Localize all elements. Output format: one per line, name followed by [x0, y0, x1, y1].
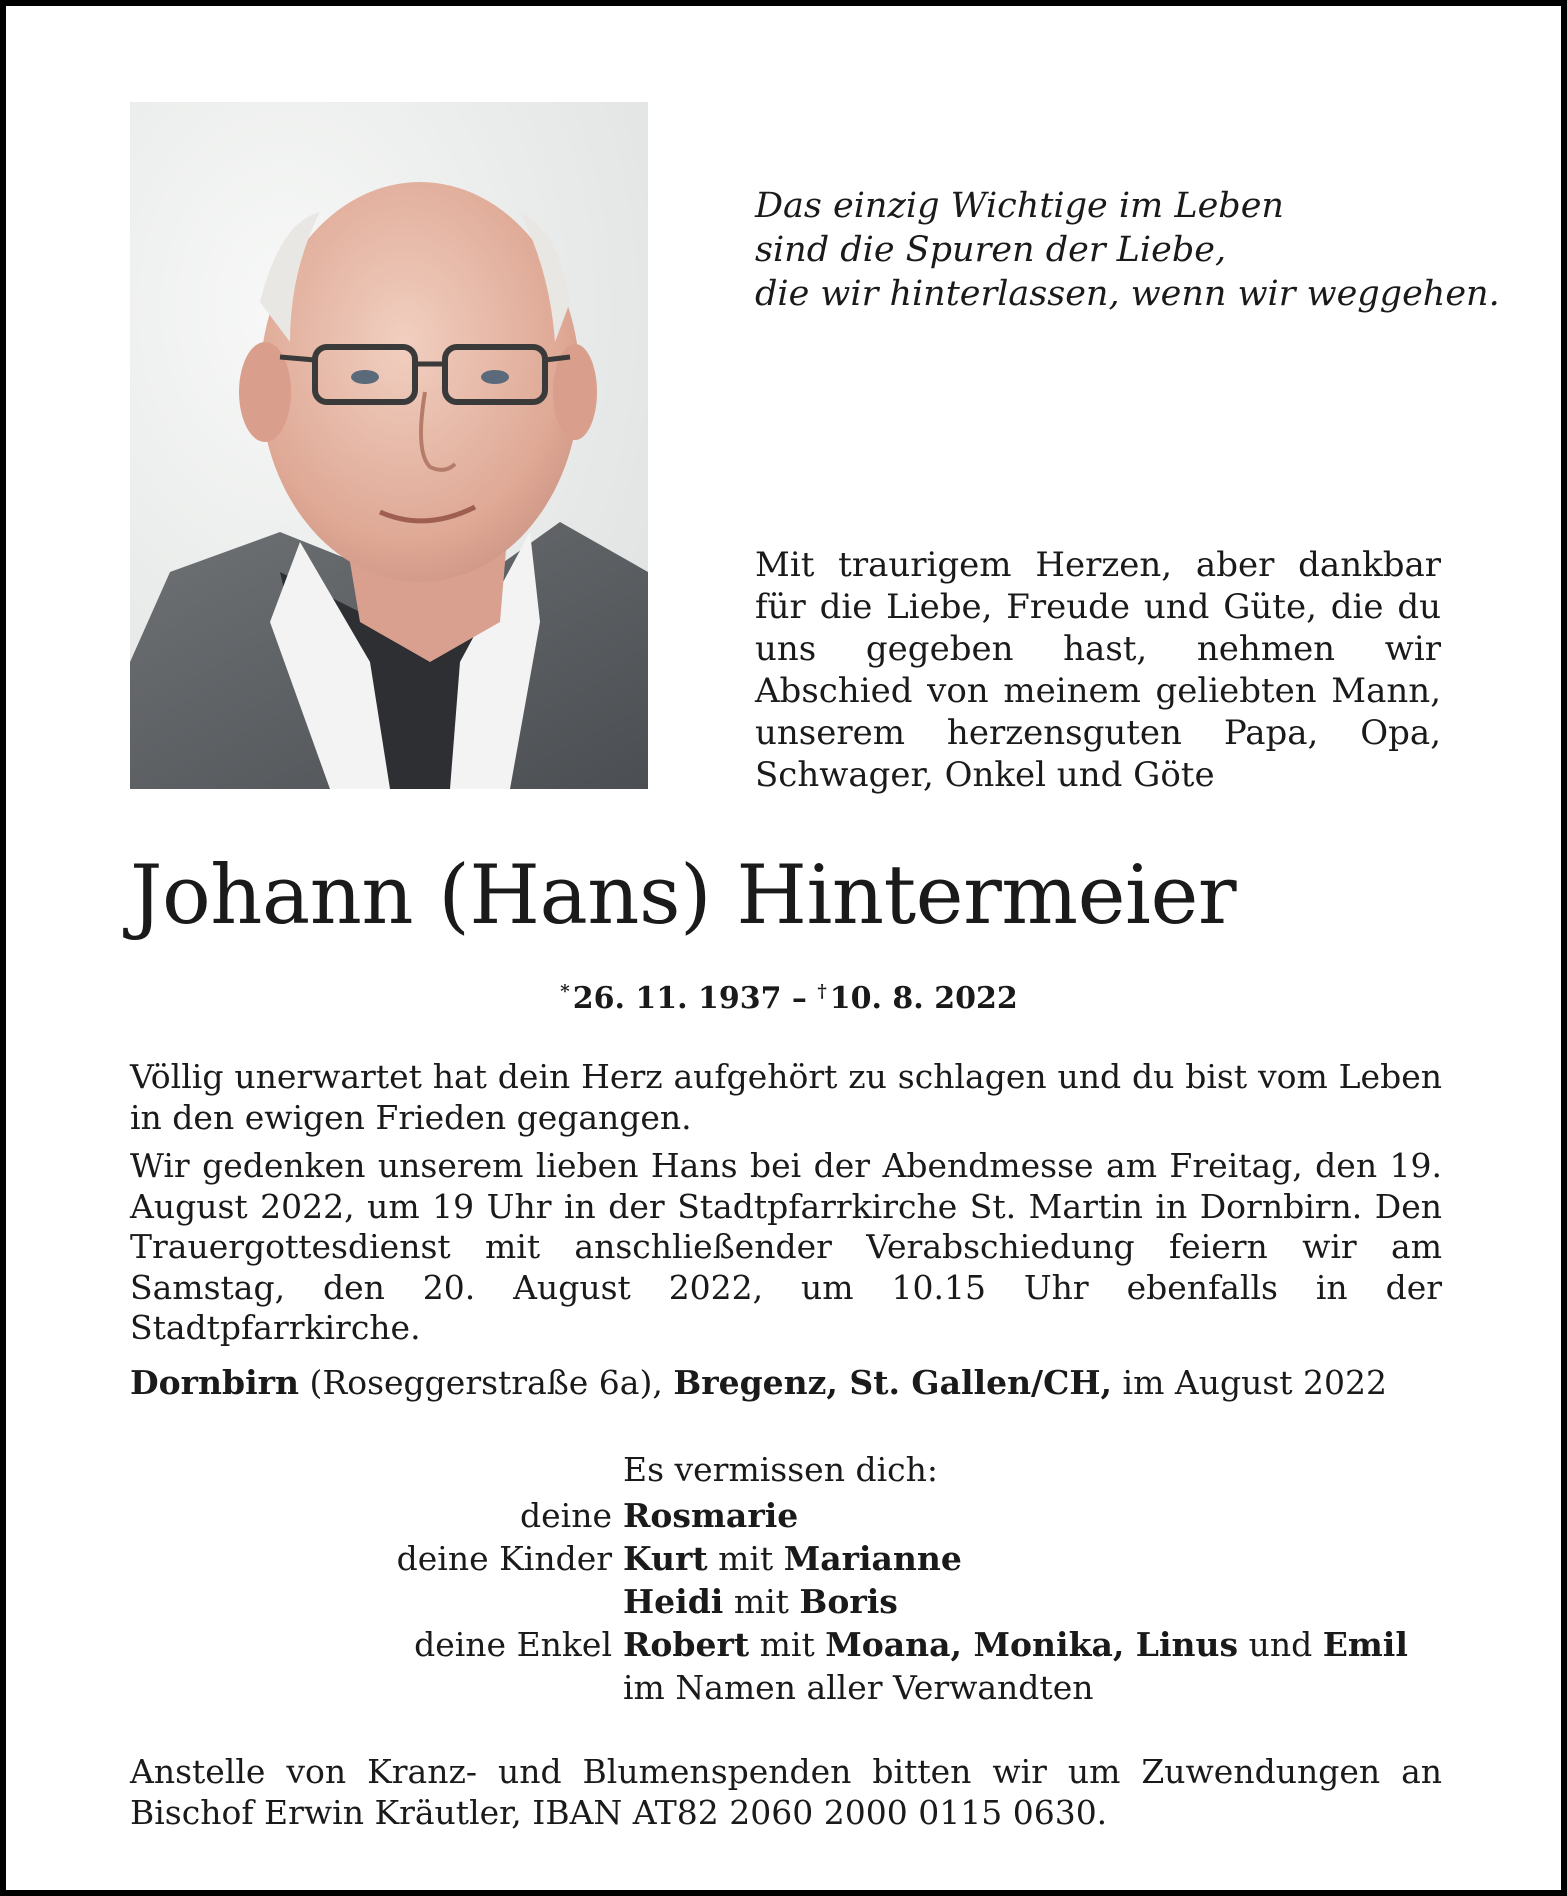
- life-dates: [130, 972, 1448, 1019]
- family-relation: deine Enkel: [414, 1625, 612, 1664]
- family-member-name: Emil: [1322, 1625, 1408, 1664]
- family-names: [623, 1580, 898, 1623]
- family-member-name: Robert: [623, 1625, 750, 1664]
- quote: [755, 184, 1500, 316]
- missed-label: Es vermissen dich:: [623, 1450, 938, 1489]
- family-member-name: Moana, Monika, Linus: [825, 1625, 1239, 1664]
- place-address: (Roseggerstraße 6a),: [299, 1363, 674, 1402]
- family-list: [130, 1494, 1470, 1709]
- body-paragraph: Wir gedenken unserem lieben Hans bei der Abendmesse am Freitag, den 19. August 2022, um 19 Uhr in der Stadtpfarrkirche St. Martin in Dornbirn. Den Trauergottesdienst mit anschließender Verabschiedung feiern wir am Samstag, den 20. August 2022, um 10.15 Uhr ebenfalls in der Stadtpfarrkirche.: [130, 1146, 1442, 1347]
- family-relation: deine Kinder: [396, 1539, 612, 1578]
- family-connector: mit: [749, 1625, 826, 1664]
- birth-symbol: *: [560, 981, 570, 1002]
- family-member-name: Kurt: [623, 1539, 708, 1578]
- death-date: 10. 8. 2022: [829, 981, 1018, 1016]
- family-row: [130, 1623, 1470, 1666]
- quote-line: sind die Spuren der Liebe,: [755, 230, 1227, 270]
- place-line: [130, 1363, 1460, 1403]
- portrait-illustration: [130, 102, 648, 789]
- portrait-photo: [130, 102, 648, 789]
- family-member-name: Boris: [799, 1582, 898, 1621]
- family-connector: im Namen aller Verwandten: [623, 1668, 1094, 1707]
- family-names: [623, 1666, 1093, 1709]
- family-names: [623, 1537, 962, 1580]
- family-relation: deine: [520, 1496, 612, 1535]
- family-relation: [130, 1580, 612, 1623]
- family-row: [130, 1494, 1470, 1537]
- family-member-name: Marianne: [783, 1539, 962, 1578]
- deceased-name: Johann (Hans) Hintermeier: [130, 849, 1237, 943]
- place-others: Bregenz, St. Gallen/CH,: [673, 1363, 1113, 1402]
- family-member-name: Heidi: [623, 1582, 724, 1621]
- family-member-name: Rosmarie: [623, 1496, 799, 1535]
- announcement-body: [130, 1057, 1442, 1357]
- family-connector: mit: [723, 1582, 800, 1621]
- place-month: im August 2022: [1112, 1363, 1388, 1402]
- date-separator: –: [781, 981, 818, 1016]
- quote-line: Das einzig Wichtige im Leben: [755, 186, 1284, 226]
- birth-date: 26. 11. 1937: [572, 981, 782, 1016]
- family-connector: mit: [707, 1539, 784, 1578]
- family-connector: und: [1238, 1625, 1323, 1664]
- family-row: [130, 1537, 1470, 1580]
- death-symbol: †: [817, 981, 827, 1002]
- intro-text: Mit traurigem Herzen, aber dankbar für die Liebe, Freude und Güte, die du uns gegeben hast, nehmen wir Abschied von meinem geliebten Mann, unserem herzensguten Papa, Opa, Schwager, Onkel und Göte: [755, 545, 1441, 795]
- family-row: [130, 1580, 1470, 1623]
- donation-note: Anstelle von Kranz- und Blumenspenden bitten wir um Zuwendungen an Bischof Erwin Kräutler, IBAN AT82 2060 2000 0115 0630.: [130, 1752, 1442, 1832]
- family-names: [623, 1494, 798, 1537]
- place-city: Dornbirn: [130, 1363, 299, 1402]
- body-paragraph: Völlig unerwartet hat dein Herz aufgehört zu schlagen und du bist vom Leben in den ewigen Frieden gegangen.: [130, 1057, 1442, 1137]
- family-names: [623, 1623, 1408, 1666]
- quote-line: die wir hinterlassen, wenn wir weggehen.: [755, 274, 1500, 314]
- family-row: [130, 1666, 1470, 1709]
- family-relation: [130, 1666, 612, 1709]
